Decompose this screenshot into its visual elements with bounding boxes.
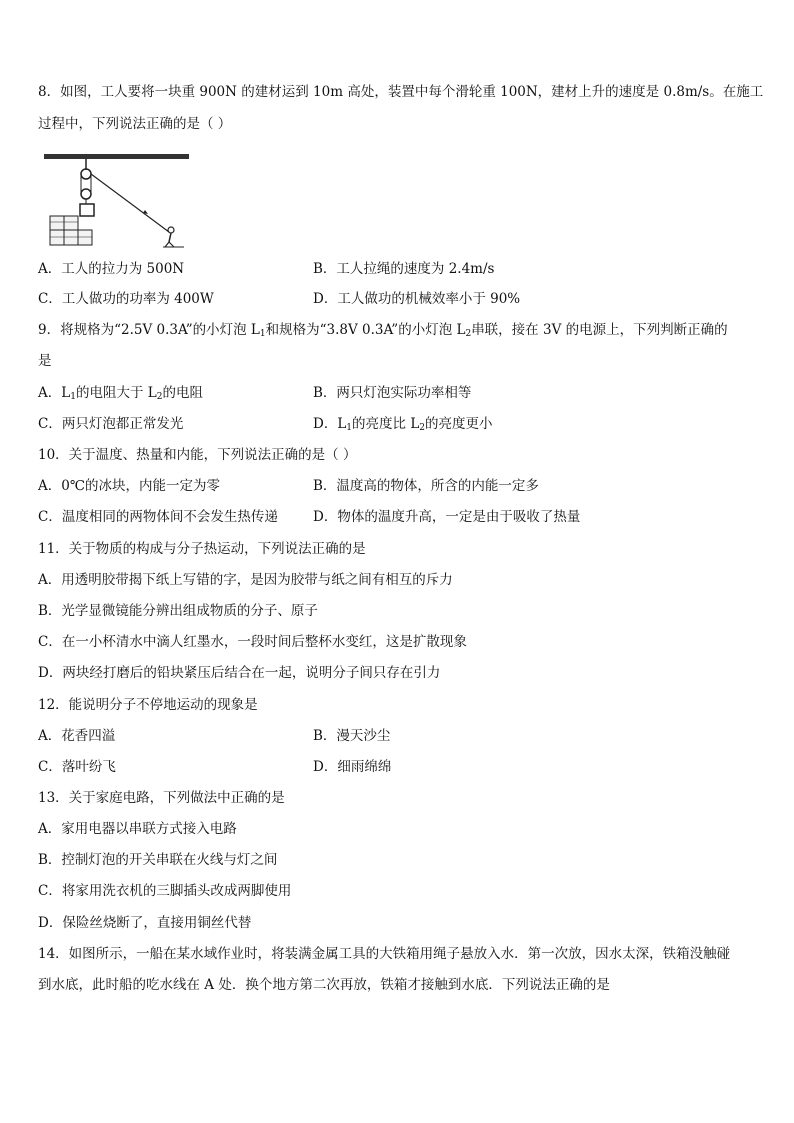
question-9-option-d-subscript-2: 2 <box>419 423 426 433</box>
question-12-option-a: A．花香四溢 <box>38 728 116 744</box>
question-8-option-d: D．工人做功的机械效率小于 90% <box>313 291 521 307</box>
question-13-option-a: A．家用电器以串联方式接入电路 <box>38 821 237 837</box>
question-10-option-d: D．物体的温度升高，一定是由于吸收了热量 <box>313 509 581 525</box>
question-9-option-b: B．两只灯泡实际功率相等 <box>313 385 472 401</box>
question-9-stem-part-1: 9．将规格为“2.5V 0.3A”的小灯泡 L <box>38 322 260 338</box>
question-10-option-b: B．温度高的物体，所含的内能一定多 <box>313 478 539 494</box>
question-9-stem-subscript-1: 1 <box>259 329 266 339</box>
question-9-option-a <box>38 384 203 402</box>
question-9-stem-line-1 <box>38 321 728 339</box>
question-10-option-c: C．温度相同的两物体间不会发生热传递 <box>38 509 278 525</box>
question-8-option-b: B．工人拉绳的速度为 2.4m/s <box>313 261 495 277</box>
question-12-stem: 12．能说明分子不停地运动的现象是 <box>38 697 258 713</box>
question-11-option-b: B．光学显微镜能分辨出组成物质的分子、原子 <box>38 603 318 619</box>
question-9-option-c: C．两只灯泡都正常发光 <box>38 416 184 432</box>
question-10-option-a: A．0℃的冰块，内能一定为零 <box>38 478 220 494</box>
question-9-option-d-part-1: D．L <box>313 416 347 432</box>
question-11-option-c: C．在一小杯清水中滴人红墨水，一段时间后整杯水变红，这是扩散现象 <box>38 634 467 650</box>
question-9-option-a-part-1: A．L <box>38 385 71 401</box>
question-9-stem-line-2: 是 <box>38 353 52 369</box>
pulley-diagram <box>44 150 194 250</box>
question-9-stem-part-2: 和规格为“3.8V 0.3A”的小灯泡 L <box>265 322 466 338</box>
question-9-option-a-subscript-1: 1 <box>70 392 76 402</box>
question-9-option-d <box>313 415 493 433</box>
question-9-stem-part-3: 串联，接在 3V 的电源上，下列判断正确的 <box>471 322 728 338</box>
question-9-stem-subscript-2: 2 <box>465 329 472 339</box>
question-9-option-a-part-3: 的电阻 <box>162 385 203 401</box>
question-11-option-d: D．两块经打磨后的铅块紧压后结合在一起，说明分子间只存在引力 <box>38 665 441 681</box>
question-13-option-b: B．控制灯泡的开关串联在火线与灯之间 <box>38 852 278 868</box>
question-9-option-a-subscript-2: 2 <box>156 392 163 402</box>
question-8-stem-line-2: 过程中，下列说法正确的是（ ） <box>38 116 232 132</box>
question-9-option-d-part-2: 的亮度比 L <box>352 416 420 432</box>
question-8-option-c: C．工人做功的功率为 400W <box>38 291 214 307</box>
question-11-option-a: A．用透明胶带揭下纸上写错的字，是因为胶带与纸之间有相互的斥力 <box>38 572 453 588</box>
question-13-stem: 13．关于家庭电路，下列做法中正确的是 <box>38 790 285 806</box>
question-10-stem: 10．关于温度、热量和内能，下列说法正确的是（ ） <box>38 447 357 463</box>
question-9-option-d-subscript-1: 1 <box>346 423 353 433</box>
question-9-option-a-part-2: 的电阻大于 L <box>75 385 157 401</box>
question-8-option-a: A．工人的拉力为 500N <box>38 261 185 277</box>
question-14-stem-line-1: 14．如图所示，一船在某水域作业时，将装满金属工具的大铁箱用绳子悬放入水．第一次放，因水太深，铁箱没触碰 <box>38 946 731 962</box>
question-12-option-b: B．漫天沙尘 <box>313 728 391 744</box>
question-13-option-c: C．将家用洗衣机的三脚插头改成两脚使用 <box>38 883 292 899</box>
question-12-option-d: D．细雨绵绵 <box>313 759 392 775</box>
pulley-system-figure <box>44 150 194 250</box>
question-9-option-d-part-3: 的亮度更小 <box>425 416 493 432</box>
question-13-option-d: D．保险丝烧断了，直接用铜丝代替 <box>38 915 252 931</box>
question-12-option-c: C．落叶纷飞 <box>38 759 116 775</box>
question-11-stem: 11．关于物质的构成与分子热运动，下列说法正确的是 <box>38 541 366 557</box>
question-8-stem-line-1: 8．如图，工人要将一块重 900N 的建材运到 10m 高处，装置中每个滑轮重 100N，建材上升的速度是 0.8m/s。在施工 <box>38 84 764 100</box>
question-14-stem-line-2: 到水底，此时船的吃水线在 A 处．换个地方第二次再放，铁箱才接触到水底．下列说法正确的是 <box>38 977 610 993</box>
